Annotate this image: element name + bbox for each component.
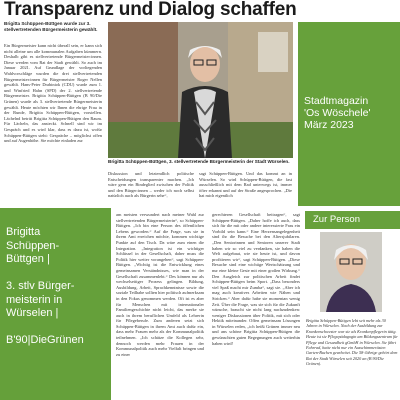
photo-caption: Brigitta Schüppen-Büttgen, 3. stellvertretende Bürgermeisterin der Stadt Würselen. — [108, 159, 290, 164]
portrait-photo — [108, 22, 293, 158]
article-headline: Transparenz und Dialog schaffen — [4, 0, 297, 20]
magazine-title: Stadtmagazin 'Os Wöschele' März 2023 — [304, 95, 371, 131]
person-photo — [320, 232, 382, 312]
name-title-text: Brigitta Schüppen- Büttgen | 3. stlv Bürger- meisterin in Würselen | B'90|DieGrünen — [6, 226, 84, 346]
body-column-3: sagt Schüppen-Büttgen. Und das kommt an in Würselen. So wird Schüppen-Büttgen, die fast ausschließlich mit dem Rad unterwegs ist, immer öfter erkannt und auf der Straße angesprochen. „Die hat mich eigentlich — [199, 171, 292, 199]
body-column-1: Ein Bürgermeister kann nicht überall sein, er kann sich nicht alleine um alle kommunalen Aufgaben kümmern. Deshalb gibt es stellvertretende Bürgermeister:innen. Diese werden vom Rat der Stadt gewählt. So auch im Januar 2021. Auf Grundlage der vorliegenden Wahlvorschläge wurden die drei stellvertretenden Bürgermeister:innen für Bürgermeister Roger Nellen gewählt. Hans-Peter Drabiniok (CDU) wurde zum 1. und Winfried Hahn (SPD) der 2. stellvertretende Bürgermeister. Brigitta Schüppen-Büttgen (B 90/Die Grünen) wurde als 3. stellvertretende Bürgermeisterin gewählt. Heute möchten wir Ihnen die ehrige Frau in der Runde, Brigitta Schüppen-Büttgen, vorstellen. Lächelnd betritt Brigitta Schüppen-Büttgen den Raum. Für Lächeln, das ansteckt. Schnell sind wir im Gespräch und es wird klar, dass es dazu ist, wofür Schüppen-Büttgen steht: Gespräche – möglichst offen und auf Augenhöhe. Sie möchte einladen zur — [4, 43, 102, 144]
zur-person-heading: Zur Person — [305, 211, 400, 229]
body-column-2: Diskussion und letztendlich politische Entscheidungen transparenter machen. „Ich wäre gern ein Bindeglied zwischen der Politik und den Bürger:innen – weder ich noch selbst natürlich auch als Bürgerin sehe“, — [108, 171, 194, 199]
article-subhead: Brigitta Schüppen-Büttgen wurde zur 3. stellvertretenden Bürgermeisterin gewählt. — [4, 21, 98, 32]
body-column-4: am meisten verwundert nach meiner Wahl zur stellvertretenden Bürgermeisterin“, so Schüppen-Büttgen. „Ich bin eine Person des öffentlichen Lebens geworden.“ Auf die Frage, was sie in ihrem Amt erreichen möchte, kommen wichtige Punkte auf den Tisch. Da wäre zum einen die Integration. „Integration ist ein wichtiger Schlüssel in der Gesellschaft, daher muss die Politik hier weiter vorangehen“, sagt Schüppen-Büttgen. „Wichtig ist die Entwicklung eines gemeinsamen Verständnisses, wie man in der Gesellschaft zusammenlebt.“ Des können nur als wechselseitiger Prozess gelingen. Bildung, Ausbildung, Arbeit, Sprachkenntnisse sowie die soziale Teilhabe sollten hier politisch aufmerksam in den Fokus genommen werden. Oft ist es aber für Menschen mit internationaler Familiengeschichte nicht leicht, das merke sie auch in ihrem beruflichen Umfeld als Lehrerin für Pflegeberufe. Zum anderen setzt sich Schüppen-Büttgen in ihrem Amt auch dafür ein, dass mehr Frauen mehr als der Kommunalpolitik teilnehmen. „Ich schätze die Kollegen sehr, dennoch werden mehr Frauen in der Kommunalpolitik auch mehr Vielfalt bringen und zu einer — [116, 212, 205, 357]
person-bio: Brigitta Schüppen-Büttgen lebt seit mehr als 30 Jahren in Würselen. Nach der Ausbildung zur Krankenschwester war sie als Krankenpflegerin tätig. Heute ist sie Pflegepädagogin am Bildungszentrum für Pflege und Gesundheit gGmbH in Würselen. Sie fährt Fahrrad, hatte nicht nur ein Ausschimmerästen Garten-Buchen gearbeitet. Die 58-Jährige gehört dem Rat der Stadt Würselen seit 2020 an (B 90/Die Grünen). — [306, 318, 398, 367]
body-column-5: gerechteren Gesellschaft beitragen“, sagt Schüppen-Büttgen. „Daher hoffe ich auch, dass sich für die mit oder andere interessierte Frau ein Vorbild sein kann.“ Eine Herzensangelegenheit sind ihr die Besuche bei den Altersjubilaren. „Den Seniorinnen und Senioren unserer Stadt haben wir so viel zu verdanken, sie haben die Welt aufgebaut, wie sie heute ist, und davon profitieren wir“, sagt Schüppen-Büttgen. „Diese Besuche sind eine wichtige Wertschätzung und nur eine kleine Geste mit einer großen Wirkung.“ Den Ausgleich zur politischen Arbeit findet Schüppen-Büttgen beim Sport. „Dass besonders viel Spaß macht mir Zumba“, sagt sie. „Aber ich mag auch kreatives Arbeiten wie Nähen und Stricken.“ Aber dafür habe sie momentan wenig Zeit. Über die Frage, was sie sich für die Zukunft wünsche, braucht sie nicht lang nachzudenken: weniger Diskussionen über Politik, mit sich oder Hektik miteinander. Offen gemeinsam Lösungen in Würselen reden, „ich heißt Grünen immer neu und ans schöne Brigitta Schüppen-Büttgen die gewünschten guten Begegnungen auch weiterhin haben wird! — [212, 212, 300, 346]
